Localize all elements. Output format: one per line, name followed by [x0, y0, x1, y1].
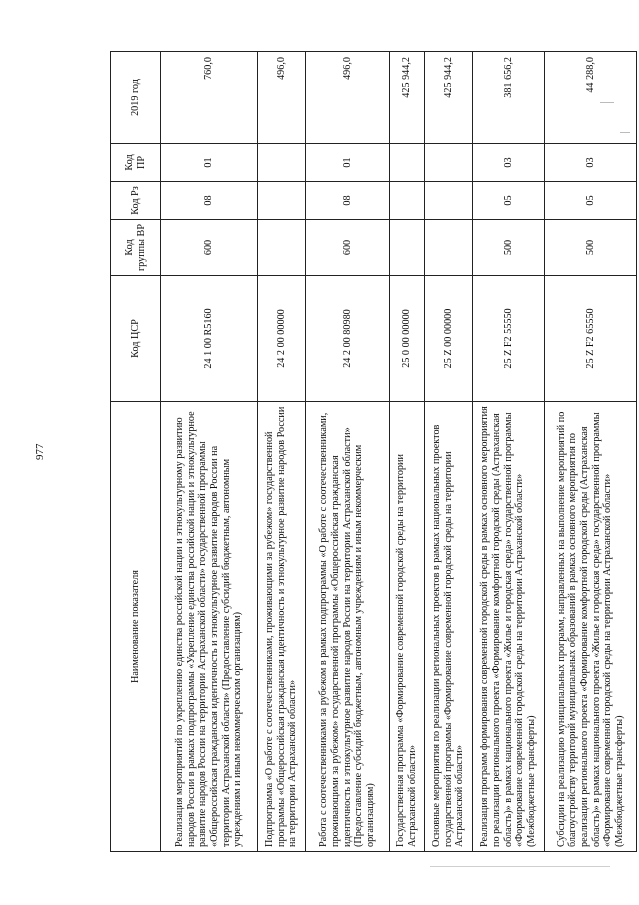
row-vr: 600 [306, 220, 390, 276]
table-row [545, 52, 637, 852]
table-row [473, 52, 545, 852]
row-pr [425, 144, 473, 182]
row-name: Реализация мероприятий по укреплению единства российской нации и этнокультурному развитию народов России в рамках подпрограммы «Укрепление единства российской нации и этнокультурное развитие народов России на территории Астраханской области» государственной программы «Общероссийская гражданская идентичность и этнокультурное развитие народов России на территории Астраханской области» (Предоставление субсидий бюджетным, автономным учреждениям и иным некоммерческим организациям) [161, 402, 258, 852]
row-name: Государственная программа «Формирование современной городской среды на территории Астраханской области» [390, 402, 425, 852]
row-csr: 25 Z F2 55550 [473, 276, 545, 402]
table-row [258, 52, 306, 852]
header-year: 2019 год [111, 52, 161, 144]
row-pr [390, 144, 425, 182]
row-name: Субсидии на реализацию муниципальных программ, направленных на выполнение мероприятий по благоустройству территорий муниципальных образований в рамках основного мероприятия по реализации регионального проекта «Формирование комфортной городской среды (Астраханская область)» в рамках национального проекта «Жилье и городская среда» государственной программы «Формирование современной городской среды на территории Астраханской области» (Межбюджетные трансферты) [545, 402, 637, 852]
header-rz: Код Рз [111, 182, 161, 220]
header-pr: Код ПР [111, 144, 161, 182]
row-vr [258, 220, 306, 276]
table-row [306, 52, 390, 852]
row-rz: 05 [545, 182, 637, 220]
row-vr: 600 [161, 220, 258, 276]
row-csr: 25 0 00 00000 [390, 276, 425, 402]
row-vr: 500 [545, 220, 637, 276]
row-vr [390, 220, 425, 276]
row-pr [258, 144, 306, 182]
row-amount: 381 656,2 [473, 52, 545, 144]
row-csr: 24 2 00 80980 [306, 276, 390, 402]
table-row [425, 52, 473, 852]
row-rz [390, 182, 425, 220]
row-vr [425, 220, 473, 276]
row-csr: 25 Z F2 65550 [545, 276, 637, 402]
scan-edge-line [430, 866, 610, 867]
row-amount: 425 944,2 [390, 52, 425, 144]
row-amount: 496,0 [306, 52, 390, 144]
row-csr: 24 2 00 00000 [258, 276, 306, 402]
row-pr: 01 [306, 144, 390, 182]
row-pr: 03 [473, 144, 545, 182]
row-name: Реализация программ формирования современной городской среды в рамках основного мероприятия по реализации регионального проекта «Формирование комфортной городской среды (Астраханская область)» в рамках национального проекта «Жилье и городская среда» государственной программы «Формирование современной городской среды на территории Астраханской области» (Межбюджетные трансферты) [473, 402, 545, 852]
row-rz [425, 182, 473, 220]
page-number: 977 [34, 443, 46, 460]
row-csr: 25 Z 00 00000 [425, 276, 473, 402]
row-amount: 44 288,0 [545, 52, 637, 144]
row-amount: 425 944,2 [425, 52, 473, 144]
row-name: Подпрограмма «О работе с соотечественниками, проживающими за рубежом» государственной программы «Общероссийская гражданская идентичность и этнокультурное развитие народов России на территории Астраханской области» [258, 402, 306, 852]
header-row [111, 52, 161, 852]
row-name: Работа с соотечественниками за рубежом в рамках подпрограммы «О работе с соотечественниками, проживающими за рубежом» государственной программы «Общероссийская гражданская идентичность и этнокультурное развитие народов России на территории Астраханской области» (Предоставление субсидий бюджетным, автономным учреждениям и иным некоммерческим организациям) [306, 402, 390, 852]
row-vr: 500 [473, 220, 545, 276]
row-name: Основные мероприятия по реализации региональных проектов в рамках национальных проектов государственной программы «Формирование современной городской среды на территории Астраханской области» [425, 402, 473, 852]
row-rz [258, 182, 306, 220]
budget-table [110, 51, 637, 852]
row-rz: 08 [161, 182, 258, 220]
row-csr: 24 1 00 R5160 [161, 276, 258, 402]
table-row [161, 52, 258, 852]
header-vr: Код группы ВР [111, 220, 161, 276]
header-name: Наименование показателя [111, 402, 161, 852]
header-csr: Код ЦСР [111, 276, 161, 402]
row-amount: 760,0 [161, 52, 258, 144]
row-rz: 08 [306, 182, 390, 220]
table-row [390, 52, 425, 852]
row-amount: 496,0 [258, 52, 306, 144]
rotated-table-wrapper [110, 52, 625, 852]
row-pr: 03 [545, 144, 637, 182]
row-pr: 01 [161, 144, 258, 182]
row-rz: 05 [473, 182, 545, 220]
